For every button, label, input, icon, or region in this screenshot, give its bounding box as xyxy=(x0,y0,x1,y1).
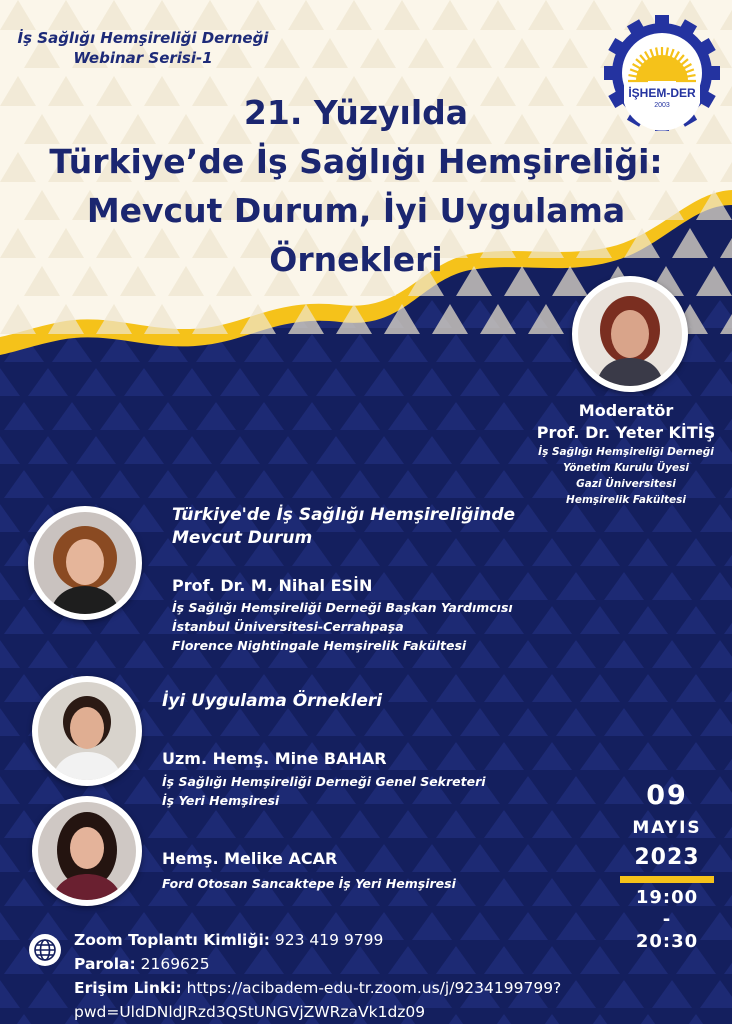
gear-tooth xyxy=(706,66,720,80)
speaker-bahar-name: Uzm. Hemş. Mine BAHAR xyxy=(162,749,387,768)
title-line-3: Mevcut Durum, İyi Uygulama xyxy=(86,191,626,230)
speaker-affiliation: İş Sağlığı Hemşireliği Derneği Genel Sekreteri xyxy=(162,774,486,789)
session-1-title-line-1: Türkiye'de İş Sağlığı Hemşireliğinde xyxy=(172,505,516,525)
webinar-title xyxy=(20,88,692,284)
speaker-esin-name: Prof. Dr. M. Nihal ESİN xyxy=(172,576,373,595)
moderator-block xyxy=(520,400,732,508)
pattern-triangle xyxy=(480,304,516,334)
organization-header xyxy=(14,28,272,68)
session-1-title xyxy=(172,504,552,550)
speaker-acar-affiliations xyxy=(162,874,456,893)
zoom-link-continued[interactable]: pwd=UldDNldJRzd3QStUNGVjZWRzaVk1dz09 xyxy=(74,1003,426,1021)
gear-tooth xyxy=(604,66,618,80)
zoom-password-label: Parola: xyxy=(74,955,136,973)
speaker-affiliation: İş Yeri Hemşiresi xyxy=(162,793,280,808)
pattern-triangle xyxy=(696,266,732,296)
title-line-4: Örnekleri xyxy=(269,240,443,279)
speaker-affiliation: İstanbul Üniversitesi-Cerrahpaşa xyxy=(172,619,404,634)
speaker-acar-name: Hemş. Melike ACAR xyxy=(162,849,338,868)
date-month: MAYIS xyxy=(632,818,702,838)
zoom-id-line xyxy=(74,928,724,952)
pattern-triangle xyxy=(432,304,468,334)
speaker-affiliation: Florence Nightingale Hemşirelik Fakültesi xyxy=(172,638,467,653)
time-separator: - xyxy=(662,909,672,930)
session-1-title-line-2: Mevcut Durum xyxy=(172,528,313,548)
moderator-affiliation: Yönetim Kurulu Üyesi xyxy=(562,462,690,474)
zoom-link-label: Erişim Linki: xyxy=(74,979,182,997)
zoom-link[interactable]: https://acibadem-edu-tr.zoom.us/j/9234199799? xyxy=(186,979,562,997)
zoom-password-line xyxy=(74,952,724,976)
moderator-affiliation: İş Sağlığı Hemşireliği Derneği xyxy=(538,446,714,458)
moderator-affiliation: Gazi Üniversitesi xyxy=(576,478,676,490)
session-2-title: İyi Uygulama Örnekleri xyxy=(162,691,383,711)
gear-tooth xyxy=(655,15,669,29)
date-divider xyxy=(620,876,714,883)
moderator-photo xyxy=(572,276,688,392)
moderator-name: Prof. Dr. Yeter KİTİŞ xyxy=(536,423,716,442)
speaker-esin-photo xyxy=(28,506,142,620)
time-start: 19:00 xyxy=(635,887,699,908)
date-year: 2023 xyxy=(634,845,700,870)
zoom-password-value[interactable]: 2169625 xyxy=(140,955,210,973)
zoom-meeting-info xyxy=(74,928,724,1024)
pattern-triangle xyxy=(720,304,732,334)
event-date xyxy=(612,778,722,953)
moderator-affiliation: Hemşirelik Fakültesi xyxy=(566,494,686,506)
pattern-triangle xyxy=(720,228,732,258)
date-day: 09 xyxy=(646,780,688,811)
speaker-bahar-photo xyxy=(32,676,142,786)
globe-icon xyxy=(28,933,62,967)
speaker-affiliation: İş Sağlığı Hemşireliği Derneği Başkan Yardımcısı xyxy=(172,600,513,615)
pattern-triangle xyxy=(528,304,564,334)
speaker-affiliation: Ford Otosan Sancaktepe İş Yeri Hemşiresi xyxy=(162,876,456,891)
webinar-series: Webinar Serisi-1 xyxy=(73,49,213,67)
logo-text: İŞHEM-DER xyxy=(628,86,696,100)
organization-name: İş Sağlığı Hemşireliği Derneği xyxy=(17,29,269,47)
zoom-link-line xyxy=(74,976,724,1000)
time-end: 20:30 xyxy=(635,931,699,952)
speaker-bahar-affiliations xyxy=(162,772,486,810)
speaker-esin-affiliations xyxy=(172,598,513,655)
zoom-id-value[interactable]: 923 419 9799 xyxy=(274,931,384,949)
speaker-acar-photo xyxy=(32,796,142,906)
moderator-role: Moderatör xyxy=(578,401,674,420)
zoom-id-label: Zoom Toplantı Kimliği: xyxy=(74,931,270,949)
logo-year: 2003 xyxy=(654,102,670,109)
title-line-2: Türkiye’de İş Sağlığı Hemşireliği: xyxy=(49,142,663,181)
title-line-1: 21. Yüzyılda xyxy=(243,93,469,132)
